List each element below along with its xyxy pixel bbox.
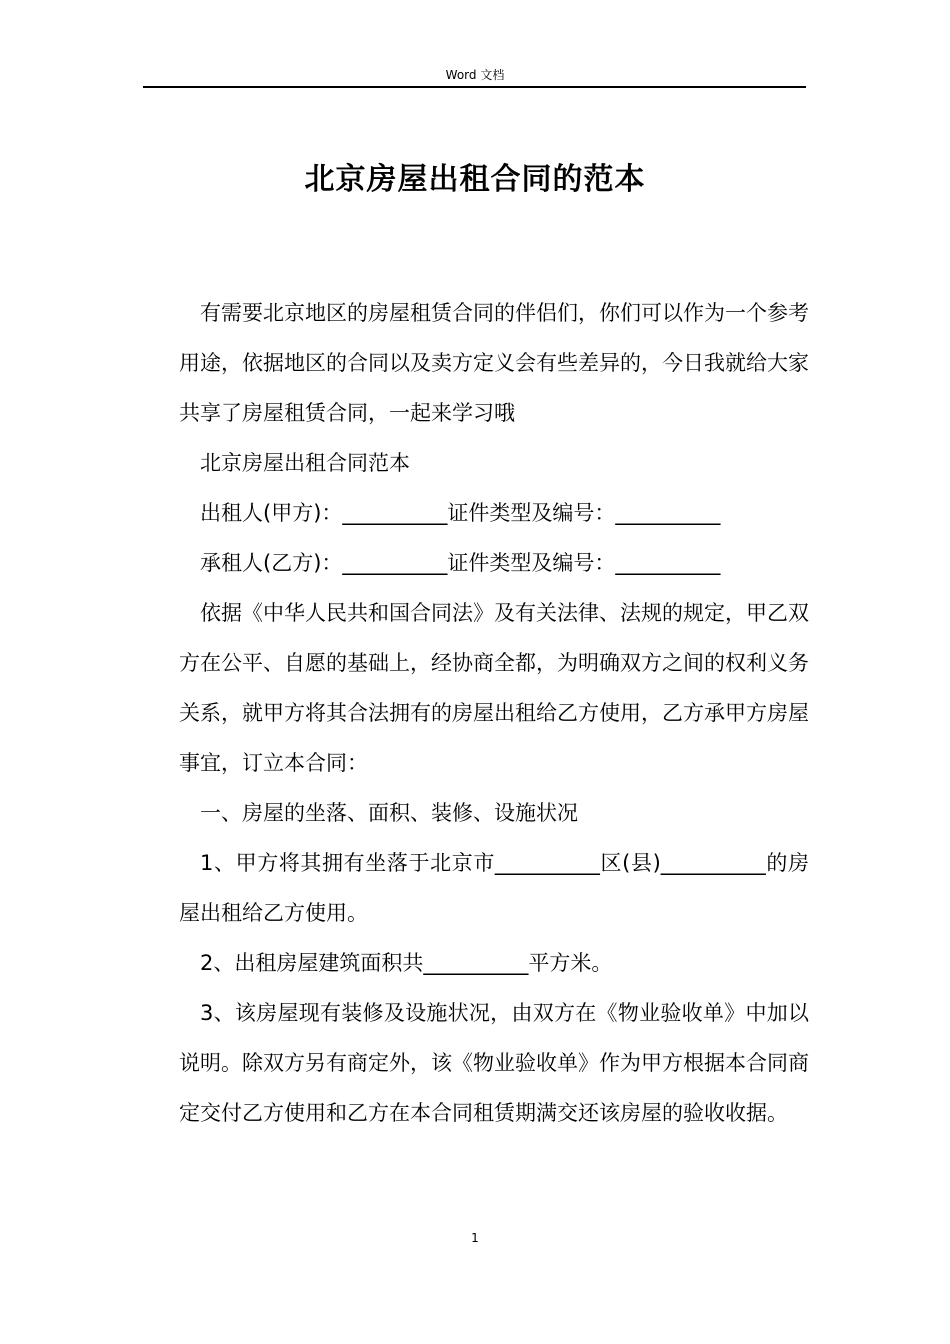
section-heading-1: 一、房屋的坐落、面积、装修、设施状况: [200, 801, 578, 825]
document-body: [179, 288, 809, 1138]
page-number: 1: [471, 1231, 479, 1245]
header-divider: [143, 86, 806, 88]
clause-1: 1、甲方将其拥有坐落于北京市__________区(县)__________的房屋出租给乙方使用。: [179, 851, 809, 925]
page-header-label: Word 文档: [445, 68, 505, 82]
paragraph-intro: 有需要北京地区的房屋租赁合同的伴侣们，你们可以作为一个参考用途，依据地区的合同以及卖方定义会有些差异的，今日我就给大家共享了房屋租赁合同，一起来学习哦: [179, 301, 809, 425]
paragraph-subtitle: 北京房屋出租合同范本: [200, 451, 410, 475]
document-title: 北京房屋出租合同的范本: [304, 162, 646, 197]
paragraph-lessor: 出租人(甲方)：__________证件类型及编号：__________: [200, 501, 721, 525]
clause-2: 2、出租房屋建筑面积共__________平方米。: [200, 951, 613, 975]
clause-3: 3、该房屋现有装修及设施状况，由双方在《物业验收单》中加以说明。除双方另有商定外，该《物业验收单》作为甲方根据本合同商定交付乙方使用和乙方在本合同租赁期满交还该房屋的验收收据。: [179, 1001, 809, 1125]
paragraph-lessee: 承租人(乙方)：__________证件类型及编号：__________: [200, 551, 721, 575]
paragraph-legal-basis: 依据《中华人民共和国合同法》及有关法律、法规的规定，甲乙双方在公平、自愿的基础上，经协商全都，为明确双方之间的权利义务关系，就甲方将其合法拥有的房屋出租给乙方使用，乙方承甲方房屋事宜，订立本合同：: [179, 601, 809, 775]
